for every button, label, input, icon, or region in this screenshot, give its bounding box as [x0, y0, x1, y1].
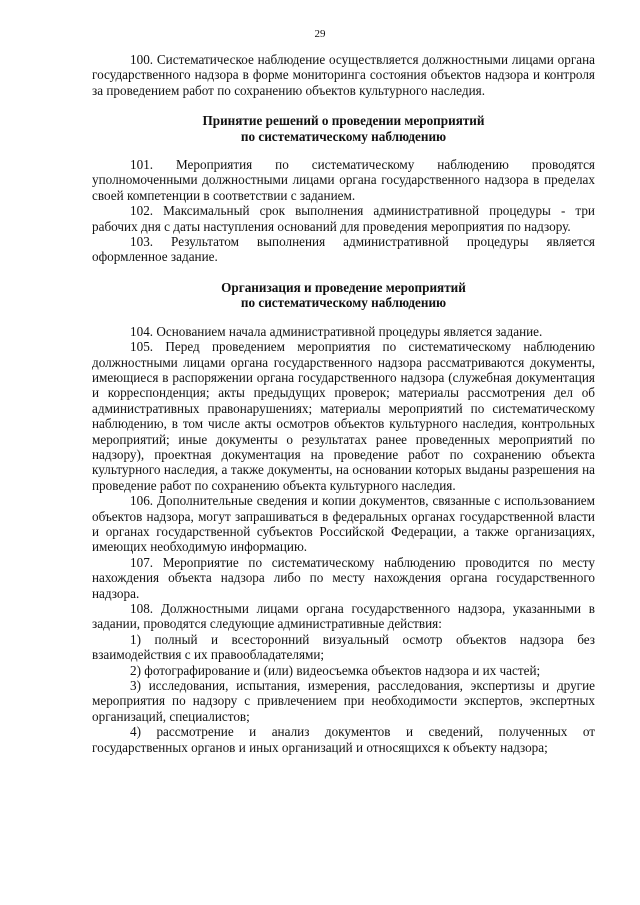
paragraph-104: 104. Основанием начала административной процедуры является задание.: [130, 323, 543, 339]
paragraph-105: 105. Перед проведением мероприятия по систематическому наблюдению должностными лицами органа государственного надзора рассматриваются документы, имеющиеся в распоряжении органа государственного надзора (служебная документация и корреспонденция; акты предыдущих проверок; материалы рассмотрения дел об административных правонарушениях; материалы мероприятий по систематическому наблюдению, в том числе акты осмотров объектов культурного наследия, контрольных мероприятий; иные документы о результатах ранее проведенных мероприятий по надзору), проектная документация на проведение работ по сохранению объекта культурного наследия, а также документы, на основании которых выданы разрешения на проведение работ по сохранению объекта культурного наследия.: [92, 339, 595, 493]
section1-heading-line1: Принятие решений о проведении мероприятий: [202, 113, 485, 129]
paragraph-107: 107. Мероприятие по систематическому наблюдению проводится по месту нахождения объекта надзора либо по месту нахождения органа государственного надзора.: [92, 554, 595, 601]
paragraph-106: 106. Дополнительные сведения и копии документов, связанные с использованием объектов надзора, могут запрашиваться в федеральных органах государственной власти и органах государственной субъектов Российской Федерации, а также организациях, имеющих необходимую информацию.: [92, 493, 595, 555]
section2-heading-line1: Организация и проведение мероприятий: [221, 279, 466, 295]
paragraph-100: 100. Систематическое наблюдение осуществляется должностными лицами органа государственного надзора в форме мониторинга состояния объектов надзора и контроля за проведением работ по сохранению объектов культурного наследия.: [92, 52, 595, 98]
paragraph-101: 101. Мероприятия по систематическому наблюдению проводятся уполномоченными должностными лицами органа государственного надзора в пределах своей компетенции в соответствии с заданием.: [92, 157, 595, 203]
section1-heading-line2: по систематическому наблюдению: [240, 128, 447, 144]
list-item-4: 4) рассмотрение и анализ документов и сведений, полученных от государственных органов и иных организаций и относящихся к объекту надзора;: [92, 724, 595, 755]
list-item-2: 2) фотографирование и (или) видеосъемка объектов надзора и их частей;: [130, 662, 541, 678]
list-item-3: 3) исследования, испытания, измерения, расследования, экспертизы и другие мероприятия по надзору с привлечением при необходимости экспертов, экспертных организаций, специалистов;: [92, 678, 595, 724]
document-body: [92, 52, 595, 755]
section2-heading-line2: по систематическому наблюдению: [240, 295, 447, 311]
list-item-1: 1) полный и всесторонний визуальный осмотр объектов надзора без взаимодействия с их правообладателями;: [92, 631, 595, 663]
paragraph-102: 102. Максимальный срок выполнения административной процедуры - три рабочих дня с даты наступления оснований для проведения мероприятия по надзору.: [92, 203, 595, 234]
paragraph-108: 108. Должностными лицами органа государственного надзора, указанными в задании, проводятся следующие административные действия:: [92, 601, 595, 632]
page-number: 29: [314, 28, 326, 40]
paragraph-103: 103. Результатом выполнения административной процедуры является оформленное задание.: [92, 234, 595, 265]
